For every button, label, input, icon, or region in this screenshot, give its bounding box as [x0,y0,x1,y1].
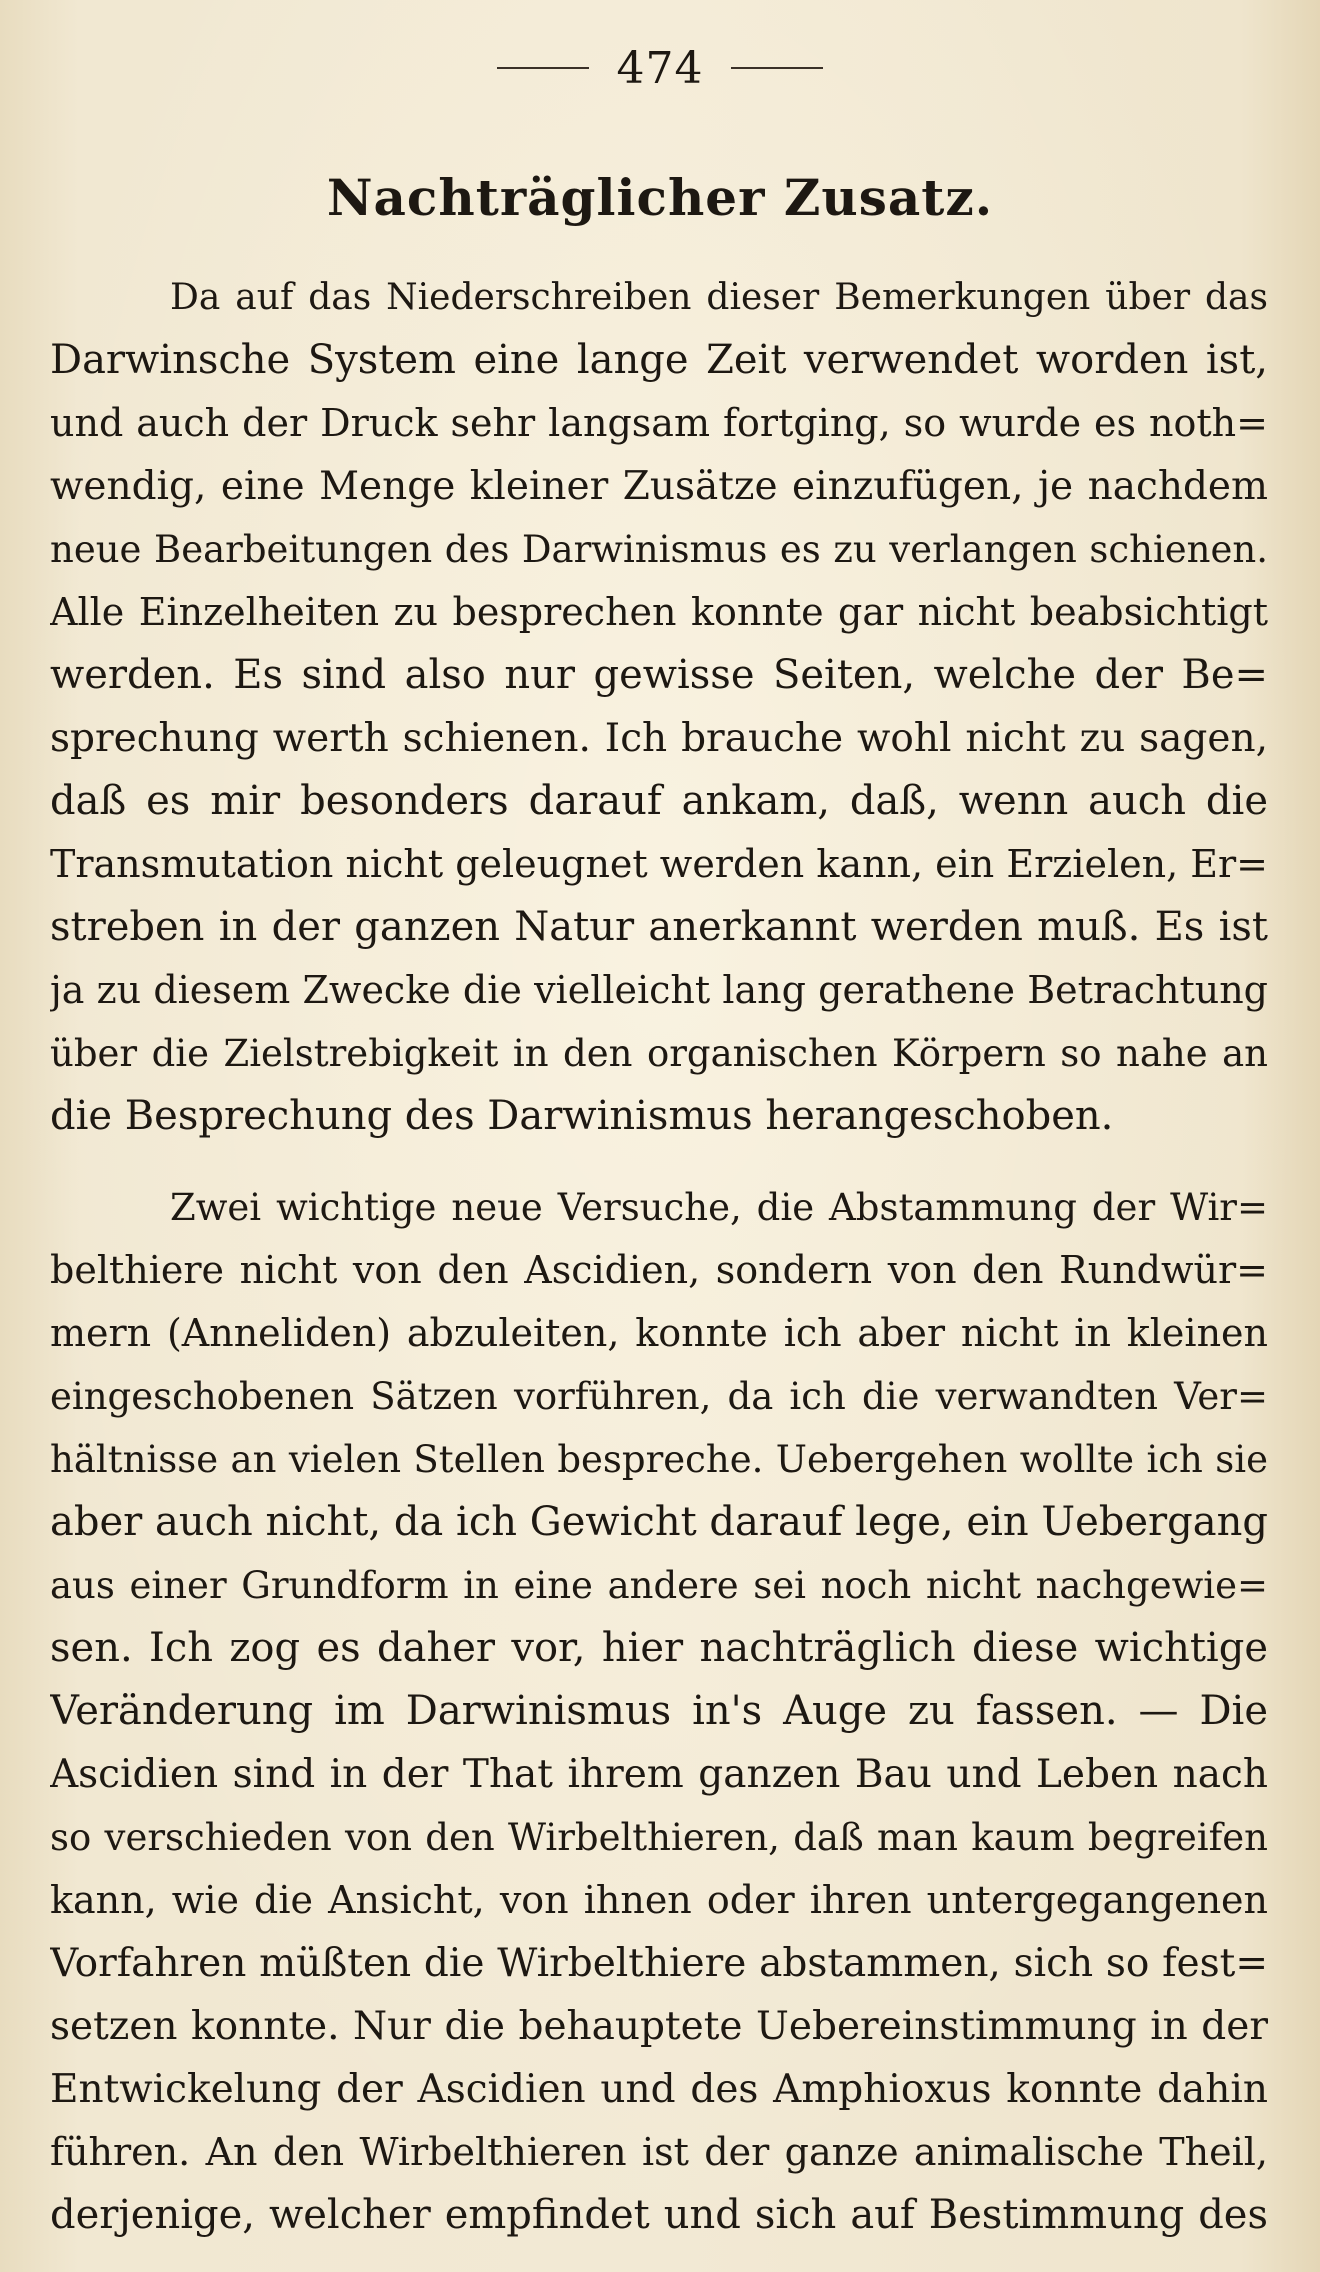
text-line: Transmutation nicht geleugnet werden kann, ein Erzielen, Er= [50,842,1268,886]
text-line: führen. An den Wirbelthieren ist der ganze animalische Theil, [50,2130,1268,2174]
header-rule-right [731,67,823,69]
text-line: so verschieden von den Wirbelthieren, daß man kaum begreifen [50,1816,1268,1859]
text-line: Entwickelung der Ascidien und des Amphioxus konnte dahin [50,2067,1268,2112]
text-line: belthiere nicht von den Ascidien, sondern von den Rundwür= [50,1248,1268,1292]
page-number: 474 [616,42,704,94]
paragraph-2 [50,1176,1268,2247]
text-line: werden. Es sind also nur gewisse Seiten, welche der Be= [50,652,1268,698]
text-line: derjenige, welcher empfindet und sich auf Bestimmung des [50,2192,1268,2238]
text-line: ja zu diesem Zwecke die vielleicht lang gerathene Betrachtung [50,968,1268,1012]
text-line: wendig, eine Menge kleiner Zusätze einzufügen, je nachdem [50,464,1268,509]
paragraph-1 [50,266,1268,1148]
text-line: Alle Einzelheiten zu besprechen konnte gar nicht beabsichtigt [50,590,1268,634]
body-text [50,266,1268,2247]
paragraph-gap [50,1148,1268,1176]
text-line: neue Bearbeitungen des Darwinismus es zu verlangen schienen. [50,528,1268,571]
text-line: Zwei wichtige neue Versuche, die Abstammung der Wir= [170,1186,1268,1229]
text-line: daß es mir besonders darauf ankam, daß, wenn auch die [50,778,1268,824]
text-line: Ascidien sind in der That ihrem ganzen Bau und Leben nach [50,1752,1268,1797]
text-line: eingeschobenen Sätzen vorführen, da ich die verwandten Ver= [50,1375,1268,1418]
text-line: kann, wie die Ansicht, von ihnen oder ihren untergegangenen [50,1878,1268,1922]
text-line: streben in der ganzen Natur anerkannt werden muß. Es ist [50,904,1268,950]
text-line: mern (Anneliden) abzuleiten, konnte ich aber nicht in kleinen [50,1311,1268,1355]
text-line: Darwinsche System eine lange Zeit verwendet worden ist, [50,337,1268,383]
header-rule-left [497,67,589,69]
text-line: aber auch nicht, da ich Gewicht darauf lege, ein Uebergang [50,1499,1268,1545]
section-title: Nachträglicher Zusatz. [326,168,994,227]
text-line: aus einer Grundform in eine andere sei noch nicht nachgewie= [50,1564,1268,1607]
text-line: sen. Ich zog es daher vor, hier nachträglich diese wichtige [50,1625,1268,1671]
text-line: die Besprechung des Darwinismus herangeschoben. [50,1093,1114,1139]
text-line: Veränderung im Darwinismus in's Auge zu fassen. — Die [50,1688,1268,1734]
page-header [0,38,1320,98]
text-line: Vorfahren müßten die Wirbelthiere abstammen, sich so fest= [50,1941,1268,1986]
text-line: setzen konnte. Nur die behauptete Uebereinstimmung in der [50,2004,1268,2049]
text-line: sprechung werth schienen. Ich brauche wohl nicht zu sagen, [50,716,1268,761]
text-line: und auch der Druck sehr langsam fortging, so wurde es noth= [50,401,1268,445]
text-line: Da auf das Niederschreiben dieser Bemerkungen über das [170,277,1268,318]
text-line: über die Zielstrebigkeit in den organischen Körpern so nahe an [50,1032,1268,1075]
text-line: hältnisse an vielen Stellen bespreche. Uebergehen wollte ich sie [50,1438,1268,1481]
